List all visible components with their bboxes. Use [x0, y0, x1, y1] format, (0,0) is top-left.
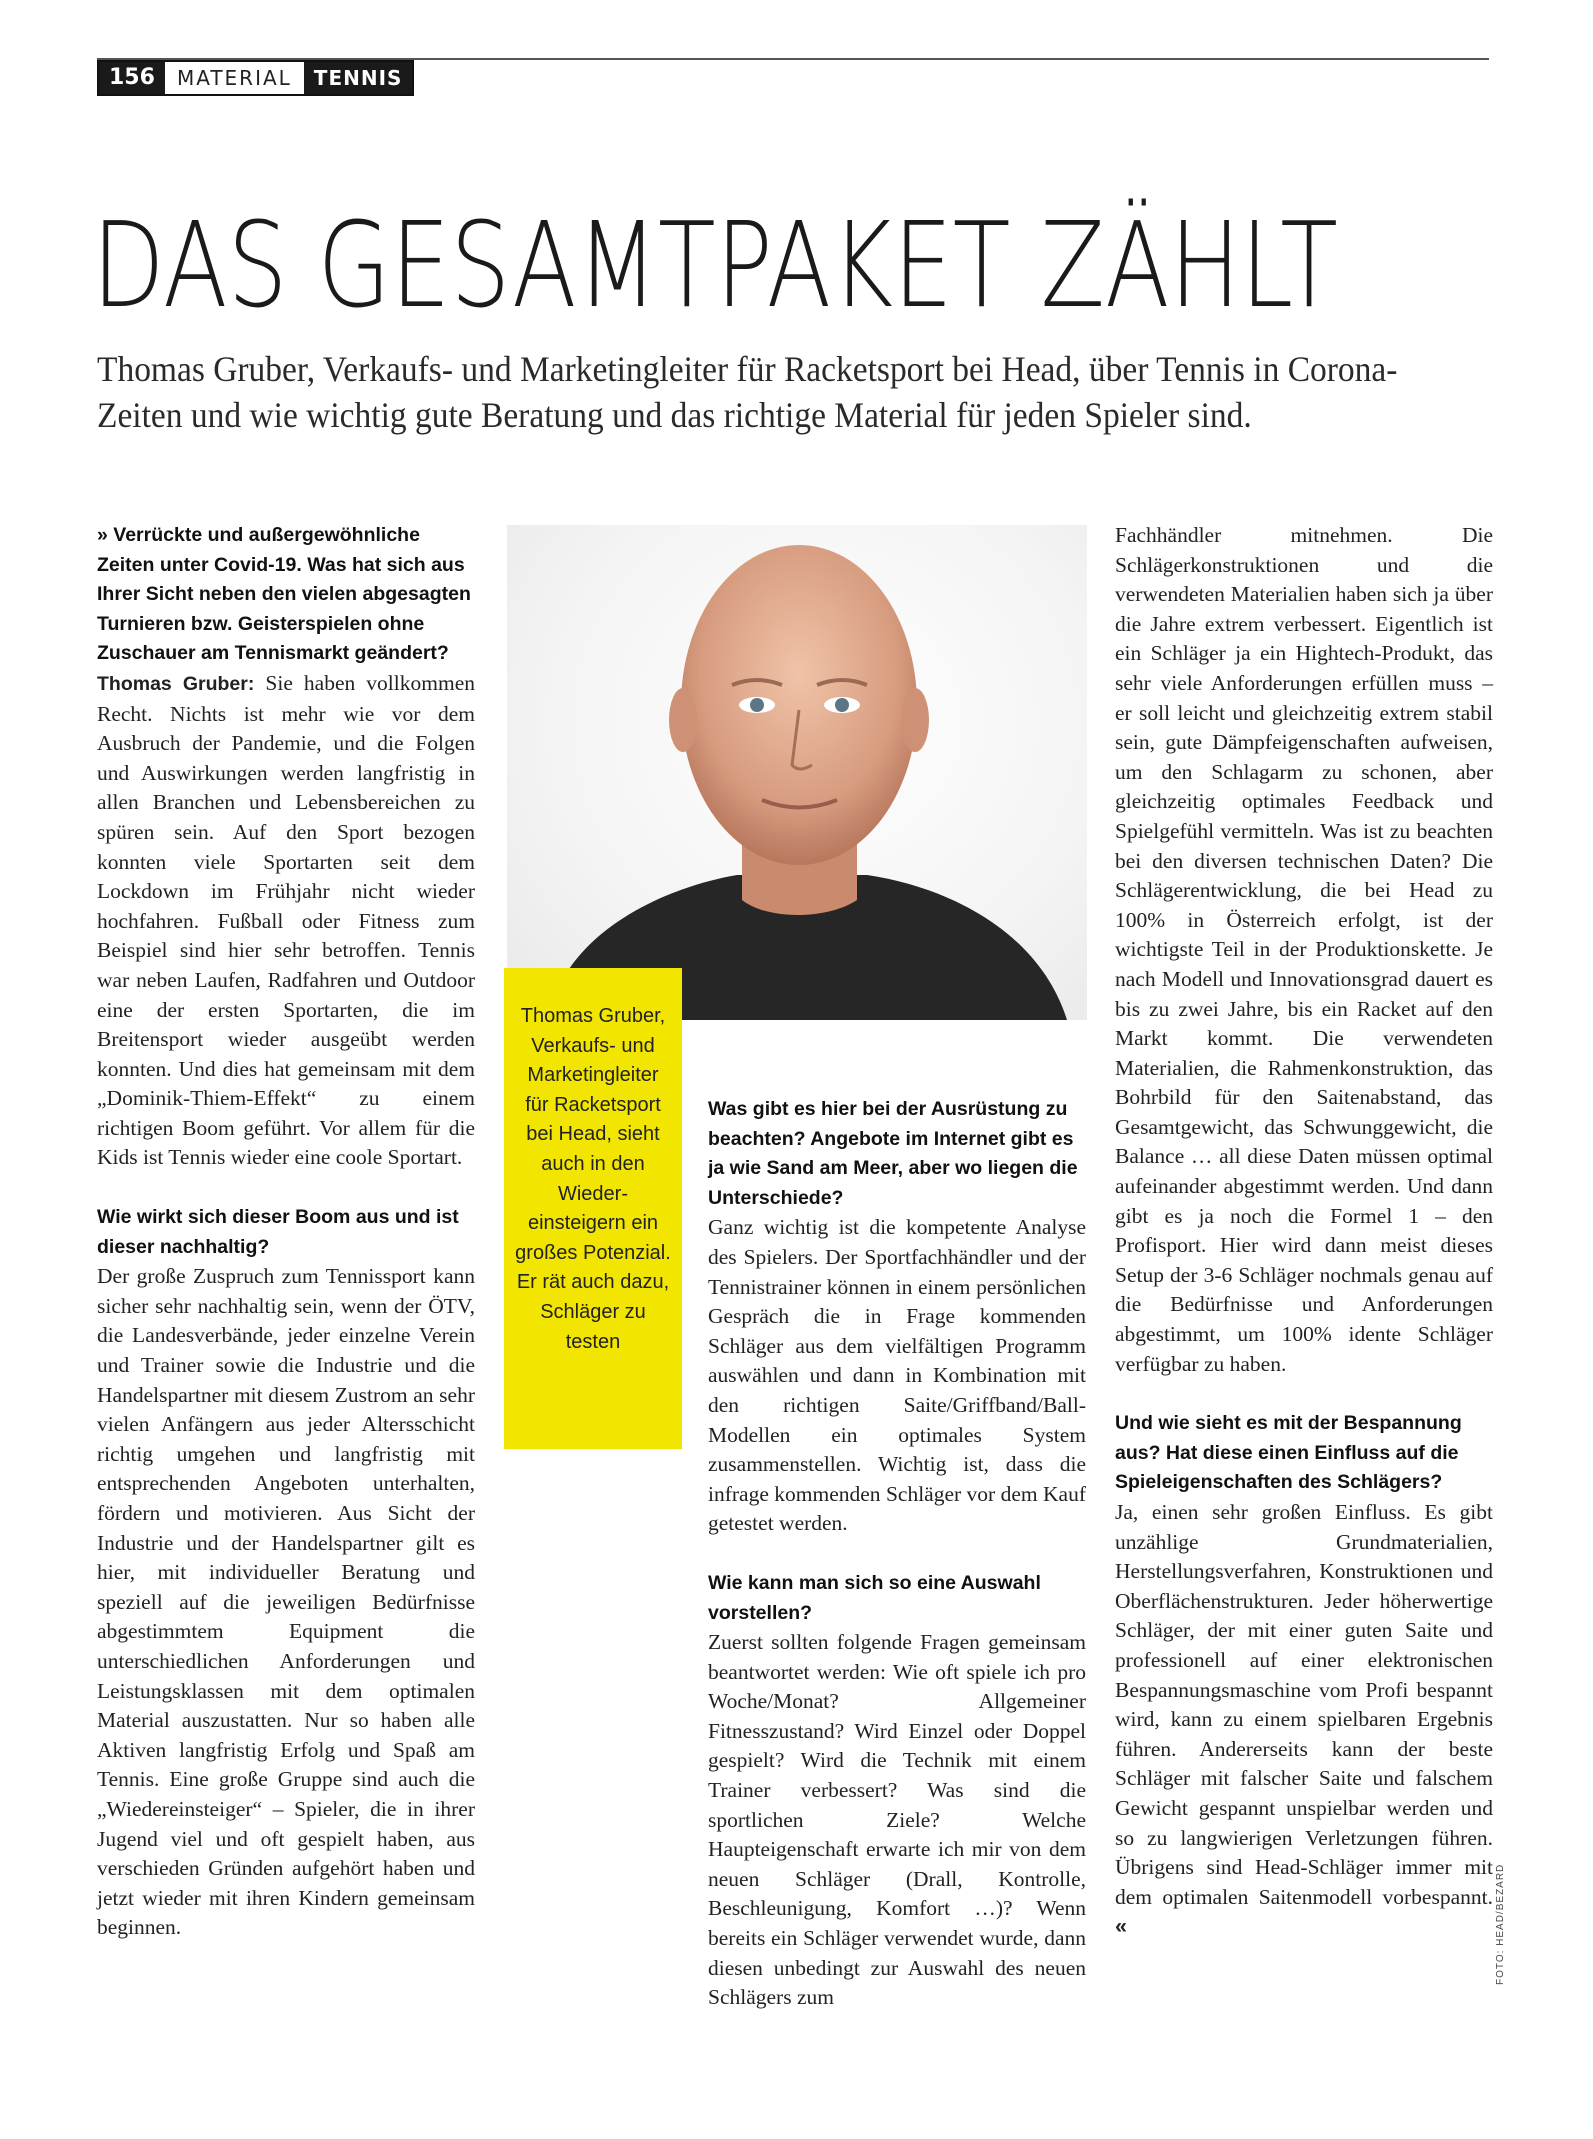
- quote-start-icon: »: [97, 524, 108, 546]
- quote-end-icon: «: [1115, 1914, 1127, 1939]
- page-header: [97, 60, 414, 96]
- speaker-label: Thomas Gruber:: [97, 672, 255, 695]
- answer-3: Ganz wichtig ist die kompetente Analyse des Spielers. Der Sportfachhändler und der Tennistrainer können in einem persönlichen Gespräch die in Frage kommenden Schläger aus dem vielfältigen Programm auswählen und dann in Kombination mit den richtigen Saite/Griffband/Ball-Modellen ein optimales System zusammenstellen. Wichtig ist, dass die infrage kommenden Schläger vor dem Kauf getestet werden.: [708, 1215, 1086, 1536]
- answer-1: Thomas Gruber: Sie haben vollkommen Recht. Nichts ist mehr wie vor dem Ausbruch der Pandemie, und die Folgen und Auswirkungen werden langfristig in allen Branchen und Lebensbereichen zu spüren sein. Auf den Sport bezogen konnten viele Sportarten seit dem Lockdown im Frühjahr nicht wieder hochfahren. Fußball oder Fitness zum Beispiel sind hier sehr betroffen. Tennis war neben Laufen, Radfahren und Outdoor eine der ersten Sportarten, die im Breitensport wieder ausgeübt werden konnten. Und dies hat gemeinsam mit dem „Dominik-Thiem-Effekt“ zu einem richtigen Boom geführt. Vor allem für die Kids ist Tennis wieder eine coole Sportart.: [97, 670, 475, 1170]
- question-5: Und wie sieht es mit der Bespannung aus? Hat diese einen Einfluss auf die Spieleigenschaften des Schlägers?: [1115, 1412, 1462, 1494]
- answer-2: Der große Zuspruch zum Tennissport kann sicher sehr nachhaltig sein, wenn der ÖTV, die Landesverbände, jeder einzelne Verein und Trainer sowie die Industrie und die Handelspartner mit diesem Zustrom an sehr vielen Anfängern aus jeder Altersschicht richtig umgehen und langfristig mit entsprechenden Angeboten unterhalten, fördern und motivieren. Aus Sicht der Industrie und der Handelspartner gilt es hier, mit individueller Beratung und speziell auf die jeweiligen Bedürfnisse abgestimmtem Equipment die unterschiedlichen Anforderungen und Leistungsklassen mit dem optimalen Material auszustatten. Nur so haben alle Aktiven langfristig Erfolg und Spaß am Tennis. Eine große Gruppe sind auch die „Wiedereinsteiger“ – Spieler, die in ihrer Jugend viel und oft gespielt haben, aus verschieden Gründen aufgehört haben und jetzt wieder mit ihren Kindern gemeinsam beginnen.: [97, 1264, 475, 1940]
- article-column-3: [708, 1095, 1086, 2013]
- answer-5: Ja, einen sehr großen Einfluss. Es gibt unzählige Grundmaterialien, Herstellungsverfahren, Konstruktionen und Oberflächenstrukturen. Jeder höherwertige Schläger, der mit einer guten Saite und professionell auf einer elektronischen Bespannungsmaschine vom Profi bespannt wird, kann zu einem spielbaren Ergebnis führen. Andererseits kann der beste Schläger mit falscher Saite und falschem Gewicht gespannt unspielbar werden und so zu langwierigen Verletzungen führen. Übrigens sind Head-Schläger immer mit dem optimalen Saitenmodell vorbespannt. «: [1115, 1500, 1493, 1939]
- question-4: Wie kann man sich so eine Auswahl vorstellen?: [708, 1571, 1041, 1624]
- portrait-illustration: [507, 525, 1087, 1020]
- question-3: Was gibt es hier bei der Ausrüstung zu beachten? Angebote im Internet gibt es ja wie Sand am Meer, aber wo liegen die Unterschiede?: [708, 1098, 1078, 1209]
- photo-caption: Thomas Gruber, Verkaufs- und Marketingleiter für Racketsport bei Head, sieht auch in den Wiedereinsteigern ein großes Potenzial. Er rät auch dazu, Schläger zu testen: [504, 968, 682, 1449]
- answer-4-continued: Fachhändler mitnehmen. Die Schlägerkonstruktionen und die verwendeten Materialien haben sich ja über die Jahre extrem verbessert. Eigentlich ist ein Schläger ja ein Hightech-Produkt, das sehr viele Anforderungen erfüllen muss – er soll leicht und gleichzeitig extrem stabil sein, gute Dämpfeigenschaften aufweisen, um den Schlagarm zu schonen, aber gleichzeitig optimales Feedback und Spielgefühl vermitteln. Was ist zu beachten bei den diversen technischen Daten? Die Schlägerentwicklung, die bei Head zu 100% in Österreich erfolgt, ist der wichtigste Teil in der Produktionskette. Je nach Modell und Innovationsgrad dauert es bis zu zwei Jahre, bis ein Racket auf den Markt kommt. Die verwendeten Materialien, die Rahmenkonstruktion, das Bohrbild für den Saitenabstand, das Gesamtgewicht, das Schwunggewicht, die Balance … all diese Daten müssen optimal aufeinander abgestimmt werden. Und dann gibt es ja noch die Formel 1 – den Profisport. Hier wird dann meist dieses Setup der 3-6 Schläger nochmals genau auf die Bedürfnisse und Anforderungen abgestimmt, um 100% idente Schläger verfügbar zu haben.: [1115, 523, 1493, 1376]
- article-column-4: [1115, 521, 1493, 1942]
- question-1: » Verrückte und außergewöhnliche Zeiten unter Covid-19. Was hat sich aus Ihrer Sicht neben den vielen abgesagten Turnieren bzw. Geisterspielen ohne Zuschauer am Tennismarkt geändert?: [97, 524, 471, 665]
- headline: DAS GESAMTPAKET ZÄHLT: [92, 196, 1338, 334]
- lead-paragraph: Thomas Gruber, Verkaufs- und Marketingleiter für Racketsport bei Head, über Tennis in Corona-Zeiten und wie wichtig gute Beratung und das richtige Material für jeden Spieler sind.: [97, 349, 1398, 435]
- answer-4: Zuerst sollten folgende Fragen gemeinsam beantwortet werden: Wie oft spiele ich pro Woche/Monat? Allgemeiner Fitnesszustand? Wird Einzel oder Doppel gespielt? Wird die Technik mit einem Trainer verbessert? Was sind die sportlichen Ziele? Welche Haupteigenschaft erwarte ich mir von dem neuen Schläger (Drall, Kontrolle, Beschleunigung, Komfort …)? Wenn bereits ein Schläger verwendet wurde, dann diesen unbedingt zur Auswahl des neuen Schlägers zum: [708, 1630, 1086, 2010]
- page-number: 156: [99, 62, 165, 94]
- question-2: Wie wirkt sich dieser Boom aus und ist dieser nachhaltig?: [97, 1206, 459, 1258]
- article-column-1: [97, 521, 475, 1943]
- section-label: MATERIAL: [176, 66, 292, 90]
- portrait-photo: [507, 525, 1087, 1020]
- photo-credit: FOTO: HEAD/BEZARD: [1495, 1863, 1506, 1985]
- topic-label: TENNIS: [304, 62, 413, 94]
